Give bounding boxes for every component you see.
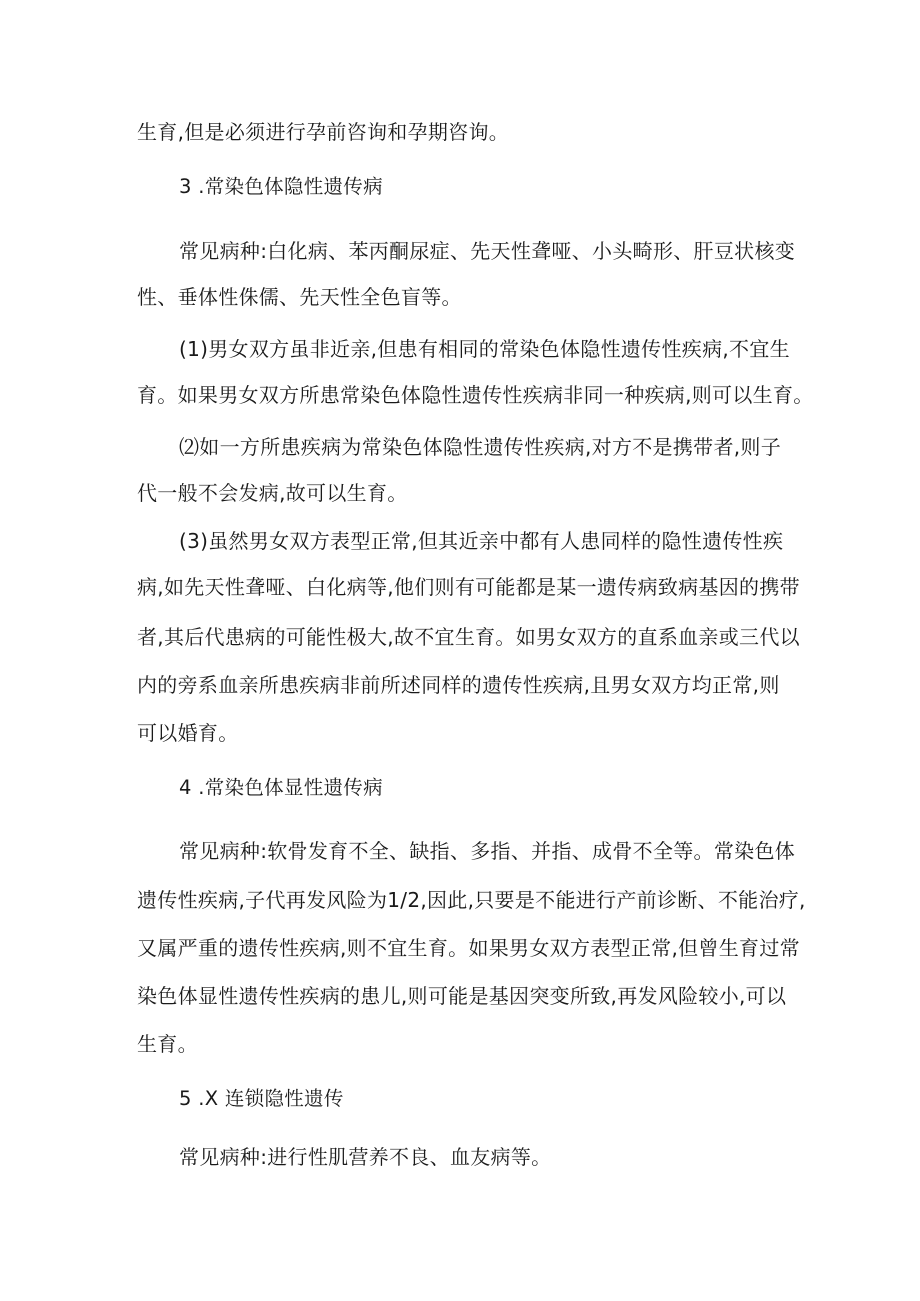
section-heading-5: 5 .X 连锁隐性遗传 [179, 1087, 344, 1110]
paragraph-line: 生育,但是必须进行孕前咨询和孕期咨询。 [137, 120, 510, 144]
paragraph-line: 者,其后代患病的可能性极大,故不宜生育。如男女双方的直系血亲或三代以 [137, 625, 800, 649]
paragraph-line: 性、垂体性侏儒、先天性全色盲等。 [137, 285, 462, 309]
paragraph-line: 常见病种:软骨发育不全、缺指、多指、并指、成骨不全等。常染色体 [179, 839, 796, 863]
section-heading-4: 4 .常染色体显性遗传病 [179, 776, 383, 799]
section-heading-3: 3 .常染色体隐性遗传病 [179, 175, 383, 198]
paragraph-line: 病,如先天性聋哑、白化病等,他们则有可能都是某一遗传病致病基因的携带 [137, 575, 800, 599]
paragraph-line: 染色体显性遗传性疾病的患儿,则可能是基因突变所致,再发风险较小,可以 [137, 984, 787, 1008]
paragraph-line: 代一般不会发病,故可以生育。 [137, 481, 408, 505]
paragraph-line: 又属严重的遗传性疾病,则不宜生育。如果男女双方表型正常,但曾生育过常 [137, 936, 800, 960]
paragraph-line: 内的旁系血亲所患疾病非前所述同样的遗传性疾病,且男女双方均正常,则 [137, 673, 780, 697]
paragraph-line: 遗传性疾病,子代再发风险为1/2,因此,只要是不能进行产前诊断、不能治疗, [137, 888, 806, 912]
paragraph-line: (3)虽然男女双方表型正常,但其近亲中都有人患同样的隐性遗传性疾 [179, 529, 784, 553]
paragraph-line: 可以婚育。 [137, 721, 239, 745]
paragraph-line: 常见病种:进行性肌营养不良、血友病等。 [179, 1145, 552, 1169]
paragraph-line: 常见病种:白化病、苯丙酮尿症、先天性聋哑、小头畸形、肝豆状核变 [179, 239, 796, 263]
paragraph-line: (1)男女双方虽非近亲,但患有相同的常染色体隐性遗传性疾病,不宜生 [179, 337, 790, 361]
paragraph-line: ⑵如一方所患疾病为常染色体隐性遗传性疾病,对方不是携带者,则子 [179, 435, 782, 459]
paragraph-line: 生育。 [137, 1032, 198, 1056]
paragraph-line: 育。如果男女双方所患常染色体隐性遗传性疾病非同一种疾病,则可以生育。 [137, 383, 814, 407]
